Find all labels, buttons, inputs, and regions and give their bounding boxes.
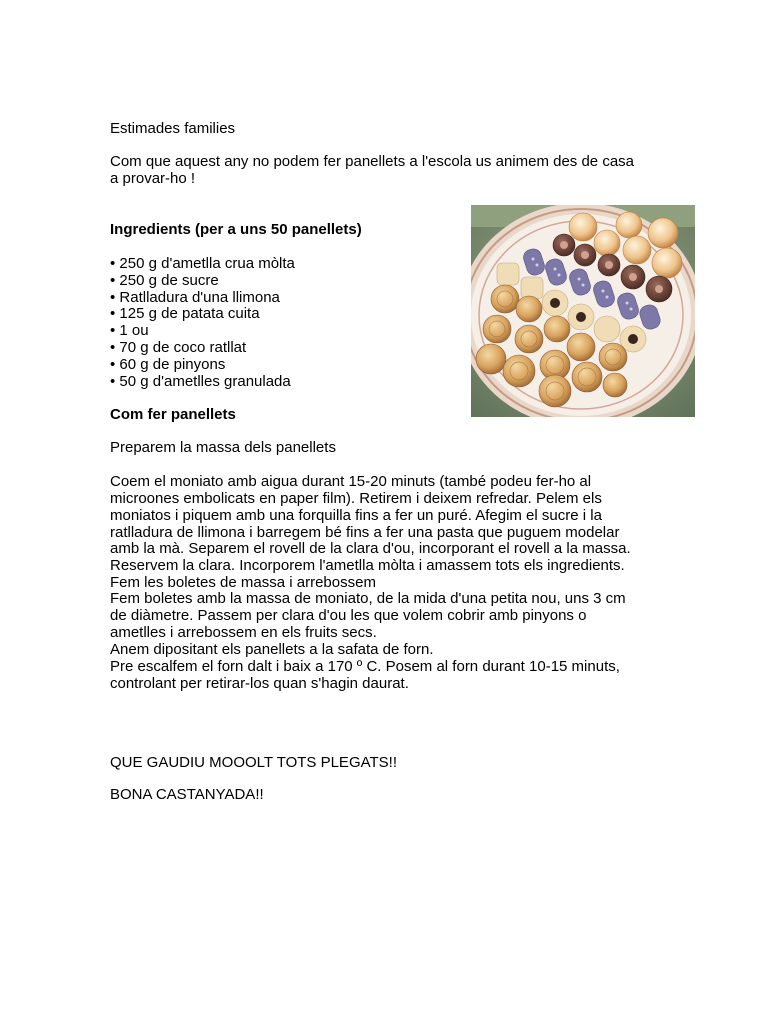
method-line: controlant per retirar-los quan s'hagin daurat. [110,675,409,692]
method-line: Anem dipositant els panellets a la safata de forn. [110,641,434,658]
closing-line-1: QUE GAUDIU MOOOLT TOTS PLEGATS!! [110,754,397,771]
list-item: • 70 g de coco ratllat [110,339,247,356]
greeting: Estimades families [110,120,236,137]
list-item: • 250 g d'ametlla crua mòlta [110,255,295,272]
method-line: amb la mà. Separem el rovell de la clara d'ou, incorporant el rovell a la massa. [110,540,631,557]
list-item: • 250 g de sucre [110,272,219,289]
method-line: moniatos i piquem amb una forquilla fins a fer un puré. Afegim el sucre i la [110,507,602,524]
method-line: Fem boletes amb la massa de moniato, de la mida d'una petita nou, uns 3 cm [110,590,626,607]
method-heading: Com fer panellets [110,406,236,423]
intro-line-1: Com que aquest any no podem fer panellets a l'escola us animem des de casa [110,153,635,170]
method-line: de diàmetre. Passem per clara d'ou les que volem cobrir amb pinyons o [110,607,587,624]
ingredients-heading: Ingredients (per a uns 50 panellets) [110,221,362,238]
method-line: Pre escalfem el forn dalt i baix a 170 º C. Posem al forn durant 10-15 minuts, [110,658,620,675]
list-item: • 50 g d'ametlles granulada [110,373,291,390]
list-item: • 1 ou [110,322,149,339]
method-line: ratlladura de llimona i barregem bé fins a fer una pasta que puguem modelar [110,524,620,541]
method-line: Fem les boletes de massa i arrebossem [110,574,376,591]
closing-line-2: BONA CASTANYADA!! [110,786,264,803]
method-line: ametlles i arrebossem en els fruits secs. [110,624,377,641]
list-item: • 60 g de pinyons [110,356,226,373]
method-line: Coem el moniato amb aigua durant 15-20 minuts (també podeu fer-ho al [110,473,592,490]
intro-line-2: a provar-ho ! [110,170,196,187]
list-item: • 125 g de patata cuita [110,305,260,322]
list-item: • Ratlladura d'una llimona [110,289,280,306]
method-line: microones embolicats en paper film). Retirem i deixem refredar. Pelem els [110,490,602,507]
method-line: Reservem la clara. Incorporem l'ametlla mòlta i amassem tots els ingredients. [110,557,625,574]
method-subheading: Preparem la massa dels panellets [110,439,336,456]
panellets-photo [471,205,695,417]
